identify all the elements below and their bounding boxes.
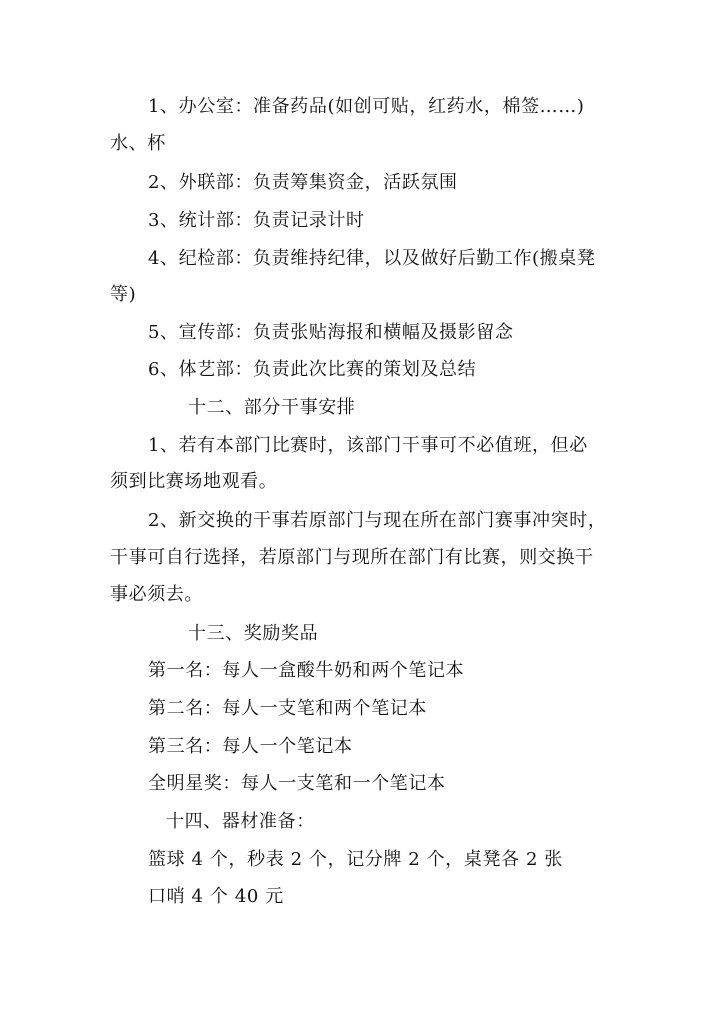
section-13-heading: 十三、奖励奖品 xyxy=(188,623,319,644)
section-12-heading: 十二、部分干事安排 xyxy=(188,397,356,418)
dept-4-line-1: 4、纪检部：负责维持纪律，以及做好后勤工作(搬桌凳 xyxy=(148,248,596,269)
dept-5-line: 5、宣传部：负责张贴海报和横幅及摄影留念 xyxy=(148,322,514,343)
equipment-line-2: 口哨 4 个 40 元 xyxy=(148,886,284,907)
section-14-heading: 十四、器材准备： xyxy=(166,811,315,832)
dept-6-line: 6、体艺部：负责此次比赛的策划及总结 xyxy=(148,359,477,380)
section-12-p1-line-2: 须到比赛场地观看。 xyxy=(110,471,278,492)
prize-third: 第三名：每人一个笔记本 xyxy=(148,736,353,757)
section-12-p2-line-2: 干事可自行选择，若原部门与现所在部门有比赛，则交换干 xyxy=(110,547,594,568)
equipment-line-1: 篮球 4 个，秒表 2 个，记分牌 2 个，桌凳各 2 张 xyxy=(148,849,563,870)
prize-all-star: 全明星奖：每人一支笔和一个笔记本 xyxy=(148,773,446,794)
section-12-p1-line-1: 1、若有本部门比赛时，该部门干事可不必值班，但必 xyxy=(148,435,588,456)
dept-3-line: 3、统计部：负责记录计时 xyxy=(148,210,365,231)
section-12-p2-line-3: 事必须去。 xyxy=(110,584,203,605)
prize-second: 第二名：每人一支笔和两个笔记本 xyxy=(148,698,427,719)
dept-4-line-2: 等) xyxy=(110,284,137,305)
dept-2-line: 2、外联部：负责筹集资金，活跃氛围 xyxy=(148,172,458,193)
dept-1-line-1: 1、办公室：准备药品(如创可贴，红药水，棉签……) xyxy=(148,96,585,117)
prize-first: 第一名：每人一盒酸牛奶和两个笔记本 xyxy=(148,660,465,681)
dept-1-line-2: 水、杯 xyxy=(110,133,166,154)
section-12-p2-line-1: 2、新交换的干事若原部门与现在所在部门赛事冲突时， xyxy=(148,510,607,531)
